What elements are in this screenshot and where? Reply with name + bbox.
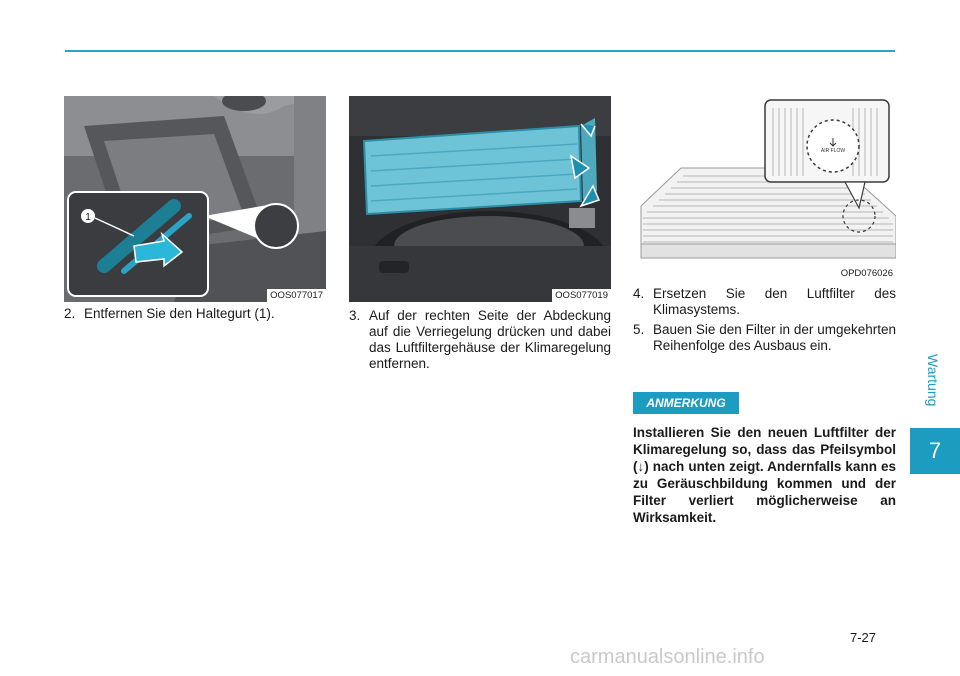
step-number: 4. xyxy=(633,286,645,301)
note-text: Installieren Sie den neuen Luftfilter der Klimaregelung so, dass das Pfeilsymbol (↓) nach unten zeigt. Andernfalls kann es zu Geräuschbildung kommen und der Filter verliert möglicherweise an Wirksamkeit. xyxy=(633,425,896,525)
air-filter-illustration xyxy=(633,96,896,280)
step-text: Ersetzen Sie den Luftfilter des Klimasystems. xyxy=(653,286,896,317)
filter-housing-illustration xyxy=(349,96,611,302)
figure-code: OOS077017 xyxy=(267,289,326,302)
step-5 xyxy=(633,322,896,354)
figure-holding-strap xyxy=(64,96,326,302)
header-rule xyxy=(65,50,895,52)
step-number: 5. xyxy=(633,322,645,337)
figure-filter-housing xyxy=(349,96,611,302)
step-text: Auf der rechten Seite der Abdeckung auf die Verriegelung drücken und dabei das Luftfiltergehäuse der Klimaregelung entfernen. xyxy=(369,308,611,371)
figure-code: OOS077019 xyxy=(552,289,611,302)
holding-strap-illustration xyxy=(64,96,326,302)
figure-air-filter xyxy=(633,96,896,280)
chapter-title: Wartung xyxy=(925,353,941,407)
callout-label: 1 xyxy=(85,212,91,223)
step-text: Bauen Sie den Filter in der umgekehrten Reihenfolge des Ausbaus ein. xyxy=(653,322,896,353)
note-badge: ANMERKUNG xyxy=(633,392,739,414)
step-number: 2. xyxy=(64,306,76,321)
step-3 xyxy=(349,308,611,372)
step-text: Entfernen Sie den Haltegurt (1). xyxy=(84,306,275,321)
figure-code: OPD076026 xyxy=(838,267,896,280)
step-4 xyxy=(633,286,896,318)
step-2 xyxy=(64,306,326,322)
filter-marking: AIR FLOW xyxy=(820,148,846,154)
step-number: 3. xyxy=(349,308,361,323)
watermark: carmanualsonline.info xyxy=(570,646,765,668)
chapter-number-tab: 7 xyxy=(910,428,960,474)
page-number: 7-27 xyxy=(850,630,877,645)
